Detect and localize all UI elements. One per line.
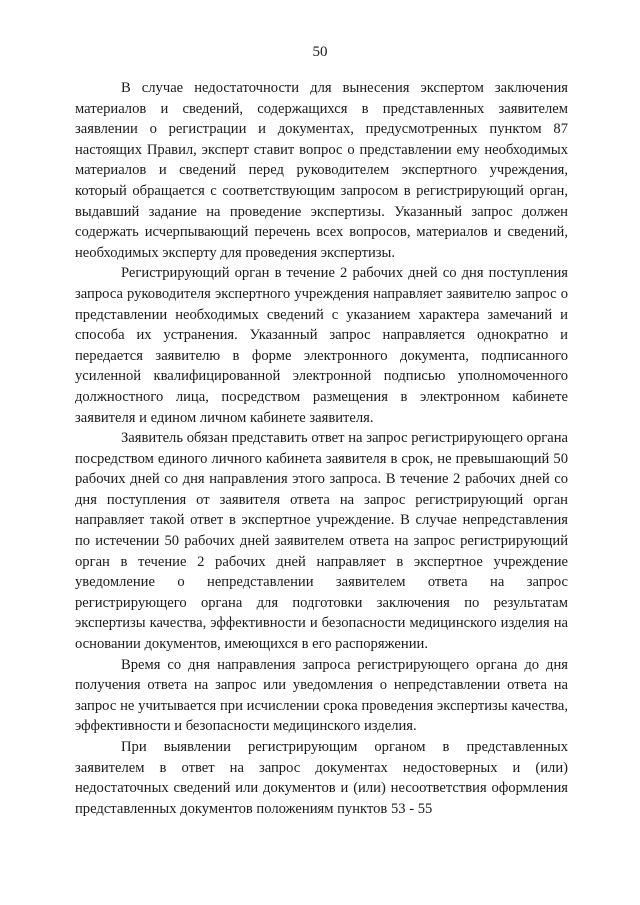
paragraph-4: Время со дня направления запроса регистрирующего органа до дня получения ответа на запрос или уведомления о непредставлении ответа на запрос не учитывается при исчислении срока проведения экспертизы качества, эффективности и безопасности медицинского изделия. xyxy=(75,656,568,735)
page-number: 50 xyxy=(312,44,328,60)
paragraph-3: Заявитель обязан представить ответ на запрос регистрирующего органа посредством единого личного кабинета заявителя в срок, не превышающий 50 рабочих дней со дня направления этого запроса. В течение 2 рабочих дней со дня поступления от заявителя ответа на запрос регистрирующий орган направляет такой ответ в экспертное учреждение. В случае непредставления по истечении 50 рабочих дней заявителем ответа на запрос регистрирующий орган в течение 2 рабочих дней направляет в экспертное учреждение уведомление о непредставлении заявителем ответа на запрос регистрирующего органа для подготовки заключения по результатам экспертизы качества, эффективности и безопасности медицинского изделия на основании документов, имеющихся в его распоряжении. xyxy=(75,430,568,653)
paragraph-2: Регистрирующий орган в течение 2 рабочих дней со дня поступления запроса руководителя экспертного учреждения направляет заявителю запрос о представлении необходимых сведений с указанием характера замечаний и способа их устранения. Указанный запрос направляется однократно и передается заявителю в форме электронного документа, подписанного усиленной квалифицированной электронной подписью уполномоченного должностного лица, посредством размещения в электронном кабинете заявителя и едином личном кабинете заявителя. xyxy=(75,265,568,426)
paragraph-5: При выявлении регистрирующим органом в представленных заявителем в ответ на запрос документах недостоверных и (или) недостаточных сведений или документов и (или) несоответствия оформления представленных документов положениям пунктов 53 - 55 xyxy=(75,739,568,817)
document-body xyxy=(75,78,568,819)
paragraph-1: В случае недостаточности для вынесения экспертом заключения материалов и сведений, содержащихся в представленных заявителем заявлении о регистрации и документах, предусмотренных пунктом 87 настоящих Правил, эксперт ставит вопрос о представлении ему необходимых материалов и сведений перед руководителем экспертного учреждения, который обращается с соответствующим запросом в регистрирующий орган, выдавший задание на проведение экспертизы. Указанный запрос должен содержать исчерпывающий перечень всех вопросов, материалов и сведений, необходимых эксперту для проведения экспертизы. xyxy=(75,80,568,261)
